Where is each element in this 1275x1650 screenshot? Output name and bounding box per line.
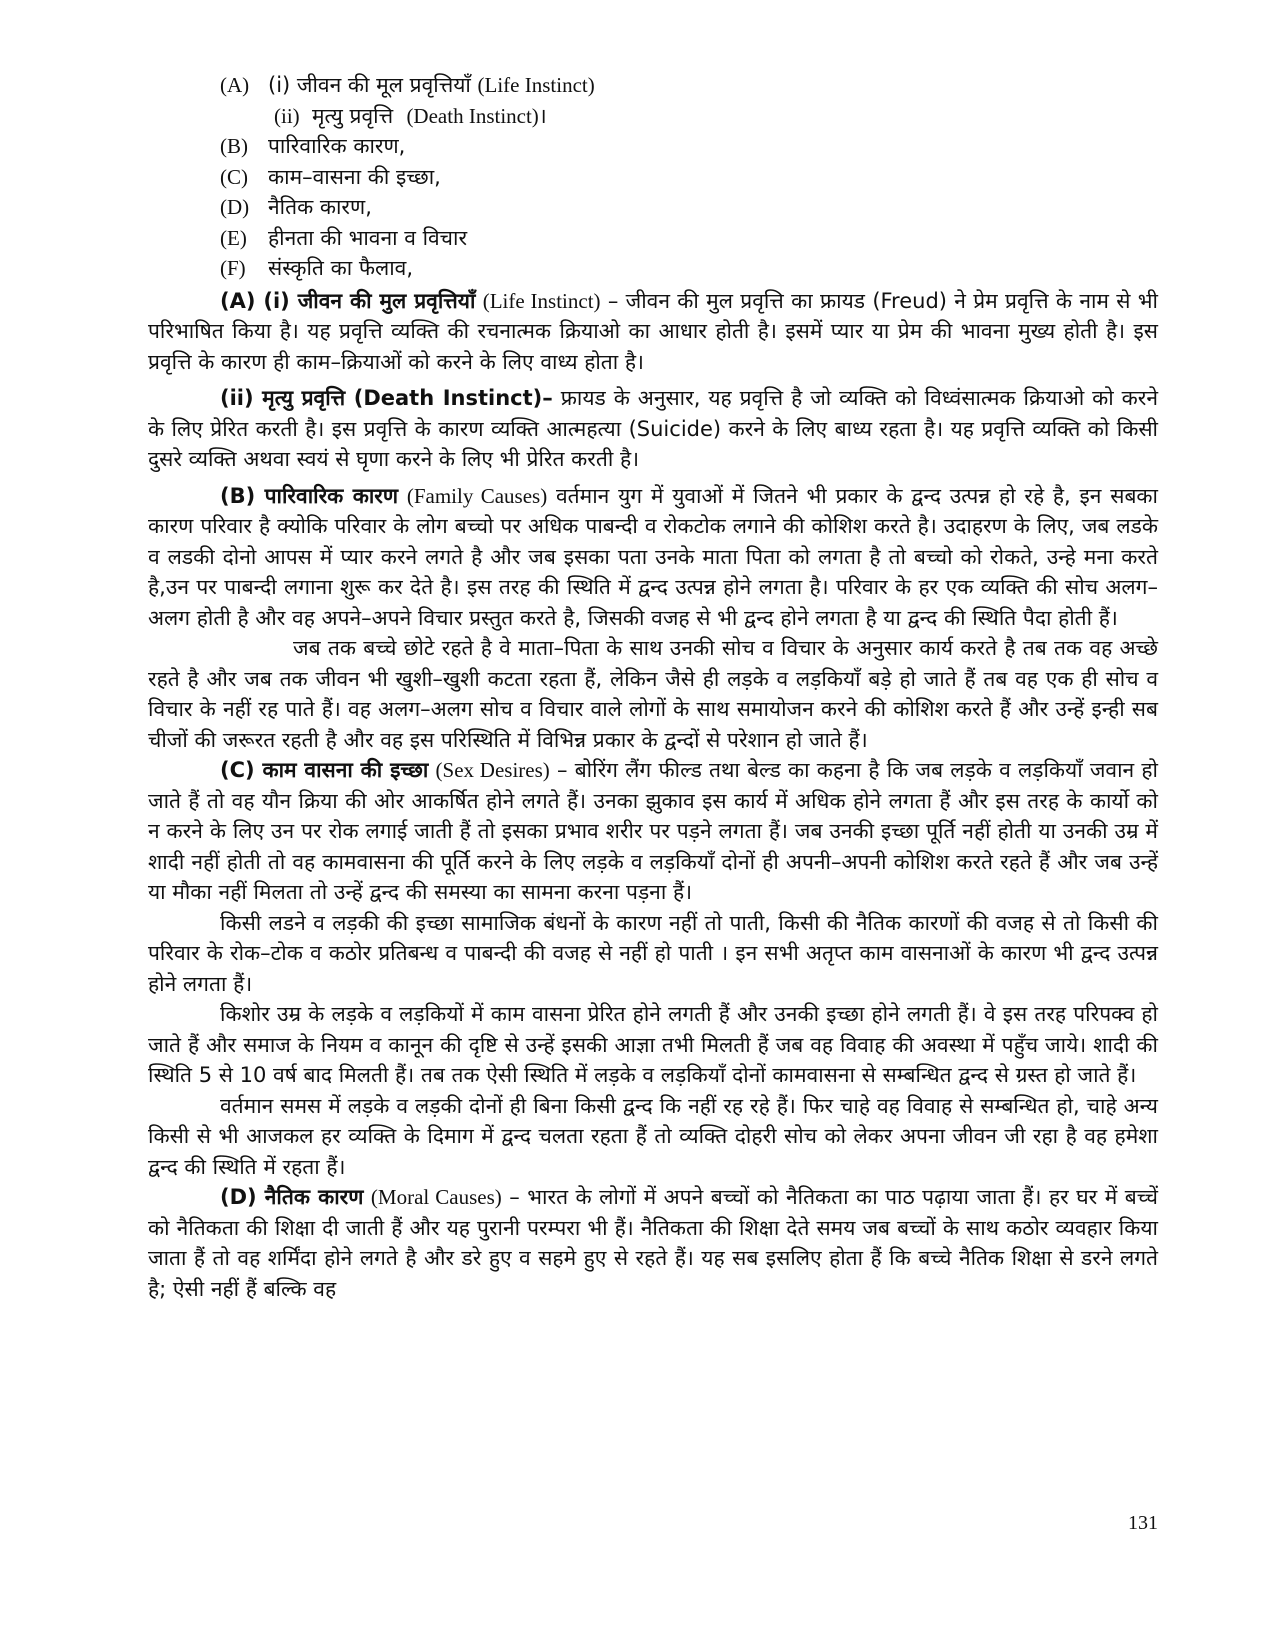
list-marker: (A) — [220, 73, 250, 97]
english-term: (Family Causes) — [406, 483, 548, 508]
paragraph-text: – भारत के लोगों में अपने बच्चों को नैतिकता का पाठ पढ़ाया जाता हैं। हर घर में बच्चें को नैतिकता की शिक्षा दी जाती हैं और यह पुरानी परम्परा भी हैं। नैतिकता की शिक्षा देते समय जब बच्चों के साथ कठोर व्यवहार किया जाता हैं तो वह शर्मिंदा होने लगते है और डरे हुए व सहमे हुए से रहते हैं। यह सब इसलिए होता हैं कि बच्चे नैतिक शिक्षा से डरने लगते है; ऐसी नहीं हैं बल्कि वह — [148, 1185, 1158, 1301]
list-item-f — [220, 253, 1158, 284]
section-heading: (ii) मृत्यु प्रवृत्ति (Death Instinct)– — [220, 386, 553, 410]
paragraph-family-causes — [148, 481, 1158, 634]
paragraph-death-instinct — [148, 383, 1158, 475]
list-item-d — [220, 192, 1158, 223]
paragraph-text: वर्तमान युग में युवाओं में जितने भी प्रकार के द्वन्द उत्पन्न हो रहे है, इन सबका कारण परिवार है क्योकि परिवार के लोग बच्चो पर अधिक पाबन्दी व रोकटोक लगाने की कोशिश करते है। उदाहरण के लिए, जब लडके व लडकी दोनो आपस में प्यार करने लगते है और जब इसका पता उनके माता पिता को लगता है तो बच्चो को रोकते, उन्हे मना करते है,उन पर पाबन्दी लगाना शुरू कर देते है। इस तरह की स्थिति में द्वन्द उत्पन्न होने लगता है। परिवार के हर एक व्यक्ति की सोच अलग–अलग होती है और वह अपने–अपने विचार प्रस्तुत करते है, जिसकी वजह से भी द्वन्द होने लगता है या द्वन्द की स्थिति पैदा होती हैं। — [148, 483, 1158, 630]
paragraph-sex-desires-4: वर्तमान समस में लड़के व लड़की दोनों ही बिना किसी द्वन्द कि नहीं रह रहे हैं। फिर चाहे वह विवाह से सम्बन्धित हो, चाहे अन्य किसी से भी आजकल हर व्यक्ति के दिमाग में द्वन्द चलता रहता हैं तो व्यक्ति दोहरी सोच को लेकर अपना जीवन जी रहा है वह हमेशा द्वन्द की स्थिति में रहता हैं। — [148, 1093, 1158, 1179]
list-text: हीनता की भावना व विचार — [268, 225, 468, 250]
paragraph-family-continued: जब तक बच्चे छोटे रहते है वे माता–पिता के साथ उनकी सोच व विचार के अनुसार कार्य करते है तब तक वह अच्छे रहते है और जब तक जीवन भी खुशी–खुशी कटता रहता हैं, लेकिन जैसे ही लड़के व लड़कियॉं बड़े हो जाते हैं तब वह एक ही सोच व विचार के नहीं रह पाते हैं। वह अलग–अलग सोच व विचार वाले लोगों के साथ समायोजन करने की कोशिश करते हैं और उन्हें इन्ही सब चीजों की जरूरत रहती है और वह इस परिस्थिति में विभिन्न प्रकार के द्वन्दों से परेशान हो जाते हैं। — [148, 636, 1158, 752]
list-marker: (B) — [220, 134, 248, 158]
list-item-a-ii — [274, 101, 1158, 132]
list-marker: (ii) — [274, 103, 300, 128]
english-term: (Sex Desires) — [435, 758, 550, 782]
list-marker: (F) — [220, 256, 246, 280]
list-text: मृत्यु प्रवृत्ति (Death Instinct)। — [312, 103, 547, 128]
paragraph-sex-desires-3: किशोर उम्र के लड़के व लड़कियों में काम वासना प्रेरित होने लगती हैं और उनकी इच्छा होने लगती हैं। वे इस तरह परिपक्व हो जाते हैं और समाज के नियम व कानून की दृष्टि से उन्हें इसकी आज्ञा तभी मिलती हैं जब वह विवाह की अवस्था में पहुँच जाये। शादी की स्थिति 5 से 10 वर्ष बाद मिलती हैं। तब तक ऐसी स्थिति में लड़के व लड़कियॉं दोनों कामवासना से सम्बन्धित द्वन्द से ग्रस्त हो जाते हैं। — [148, 1002, 1158, 1087]
paragraph-life-instinct — [148, 286, 1158, 378]
list-item-b — [220, 131, 1158, 162]
english-term: (Life Instinct) — [482, 288, 601, 313]
page-number: 131 — [1128, 1512, 1158, 1534]
list-text: संस्कृति का फैलाव, — [268, 256, 414, 280]
section-heading: (D) नैतिक कारण — [220, 1185, 364, 1209]
list-text: (i) जीवन की मूल प्रवृत्तियाँ (Life Instinct) — [268, 73, 595, 97]
section-heading: (C) काम वासना की इच्छा — [220, 758, 429, 782]
list-text: नैतिक कारण, — [268, 195, 372, 219]
paragraph-sex-desires-2: किसी लडने व लड़की की इच्छा सामाजिक बंधनों के कारण नहीं तो पाती, किसी की नैतिक कारणों की वजह से तो किसी की परिवार के रोक–टोक व कठोर प्रतिबन्ध व पाबन्दी की वजह से नहीं हो पाती । इन सभी अतृप्त काम वासनाओं के कारण भी द्वन्द उत्पन्न होने लगता हैं। — [148, 910, 1158, 996]
document-page — [148, 70, 1158, 1304]
list-item-e — [220, 223, 1158, 254]
list-text: पारिवारिक कारण, — [268, 134, 406, 158]
list-text: काम–वासना की इच्छा, — [268, 164, 441, 189]
paragraph-text: – जीवन की मुल प्रवृत्ति का फ्रायड (Freud) ने प्रेम प्रवृत्ति के नाम से भी परिभाषित किया है। यह प्रवृत्ति व्यक्ति की रचनात्मक क्रियाओ का आधार होती है। इसमें प्यार या प्रेम की भावना मुख्य होती है। इस प्रवृत्ति के कारण ही काम–क्रियाओं को करने के लिए वाध्य होता है। — [148, 288, 1158, 374]
list-marker: (D) — [220, 195, 250, 219]
paragraph-sex-desires — [148, 755, 1158, 908]
list-item-c — [220, 162, 1158, 193]
section-heading: (B) पारिवारिक कारण — [220, 483, 399, 508]
paragraph-text: – बोरिंग लैंग फील्ड तथा बेल्ड का कहना है कि जब लड़के व लड़कियॉं जवान हो जाते हैं तो वह यौन क्रिया की ओर आकर्षित होने लगते हैं। उनका झुकाव इस कार्य में अधिक होने लगता हैं और इस तरह के कार्यो को न करने के लिए उन पर रोक लगाई जाती हैं तो इसका प्रभाव शरीर पर पड़ने लगता हैं। जब उनकी इच्छा पूर्ति नहीं होती या उनकी उम्र में शादी नहीं होती तो वह कामवासना की पूर्ति करने के लिए लड़के व लड़कियॉं दोनों ही अपनी–अपनी कोशिश करते रहते हैं और जब उन्हें या मौका नहीं मिलता तो उन्हें द्वन्द की समस्या का सामना करना पड़ना हैं। — [148, 758, 1158, 904]
list-marker: (C) — [220, 164, 248, 189]
list-item-a-i — [220, 70, 1158, 101]
paragraph-moral-causes — [148, 1182, 1158, 1304]
english-term: (Moral Causes) — [370, 1185, 502, 1209]
section-heading: (A) (i) जीवन की मुल प्रवृत्तियॉं — [220, 288, 476, 313]
paragraph-text: फ्रायड के अनुसार, यह प्रवृत्ति है जो व्यक्ति को विध्वंसात्मक क्रियाओ को करने के लिए प्रेरित करती है। इस प्रवृत्ति के कारण व्यक्ति आत्महत्या (Suicide) करने के लिए बाध्य रहता है। यह प्रवृत्ति व्यक्ति को किसी दुसरे व्यक्ति अथवा स्वयं से घृणा करने के लिए भी प्रेरित करती है। — [148, 386, 1158, 471]
list-marker: (E) — [220, 225, 247, 250]
